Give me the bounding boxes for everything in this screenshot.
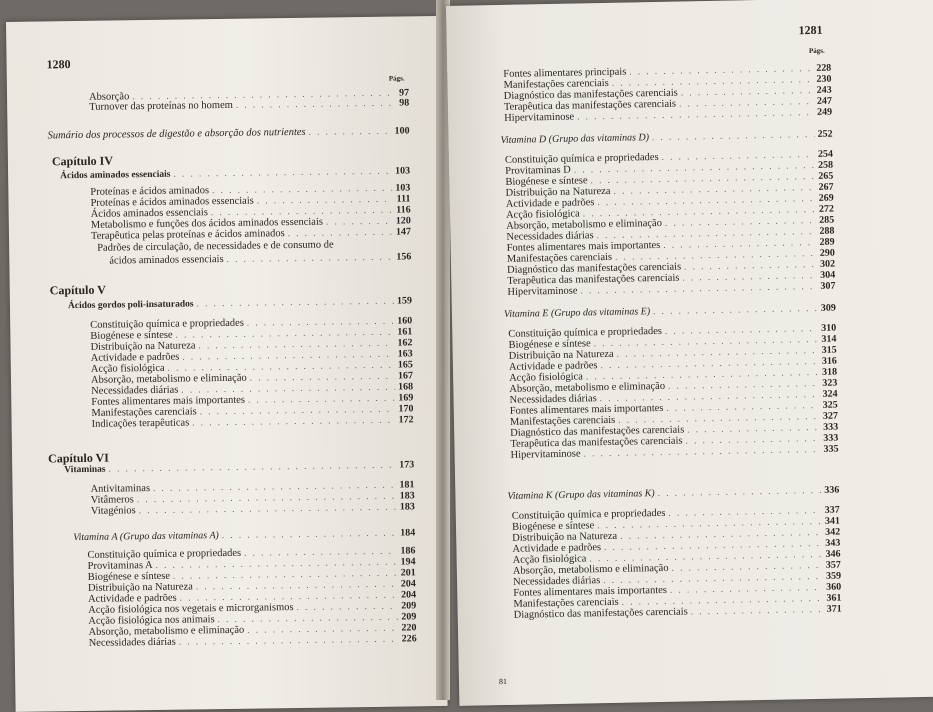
toc-entry-page-number: 209 <box>401 600 417 612</box>
leader-dots <box>652 128 815 144</box>
toc-entry-page-number: 97 <box>398 87 410 99</box>
toc-entry-page-number: 111 <box>396 193 411 205</box>
toc-entry-page-number: 167 <box>397 370 414 382</box>
toc-entry <box>73 526 415 544</box>
toc-entry-title: Sumário dos processos de digestão e absorção dos nutrientes <box>47 126 306 142</box>
toc-entry-title: Diagnóstico das manifestações carenciais <box>513 606 688 621</box>
leader-dots <box>173 165 392 181</box>
toc-entry-page-number: 309 <box>820 302 836 314</box>
toc-entry-title: Hipervitaminose <box>507 285 578 298</box>
toc-entry-title: Ácidos aminados essenciais <box>90 207 208 220</box>
toc-entry-page-number: 201 <box>400 567 416 579</box>
chapter-heading: Capítulo V <box>49 282 106 298</box>
toc-entry-title: Manifestações carenciais <box>91 406 197 419</box>
toc-entry-title: Absorção, metabolismo e eliminação <box>88 624 245 638</box>
leader-dots <box>197 295 395 311</box>
toc-entry-title: Distribuição na Natureza <box>505 185 611 199</box>
leader-dots <box>658 484 822 500</box>
toc-entry-title: Ácidos aminados essenciais <box>60 169 171 182</box>
toc-entry-page-number: 204 <box>400 578 416 590</box>
toc-entry-page-number: 194 <box>400 556 416 568</box>
leader-dots <box>222 527 398 542</box>
toc-entry-page-number: 315 <box>821 344 837 356</box>
toc-entry-page-number: 361 <box>826 592 842 604</box>
toc-entry-page-number: 346 <box>825 548 841 560</box>
toc-entry-page-number: 228 <box>816 62 832 74</box>
toc-entry-title: Biogénese e síntese <box>90 329 173 342</box>
toc-entry-page-number: 186 <box>400 545 416 557</box>
toc-entry-page-number: 314 <box>821 333 837 345</box>
toc-entry-page-number: 318 <box>821 366 838 378</box>
toc-entry-page-number: 103 <box>395 182 411 194</box>
toc-entry-title: Fontes alimentares mais importantes <box>513 584 668 599</box>
toc-entry-title: Acção fisiológica <box>505 208 580 221</box>
toc-entry-page-number: 173 <box>399 459 415 471</box>
toc-entry-page-number: 120 <box>395 215 411 227</box>
toc-entry-page-number: 343 <box>825 537 841 549</box>
toc-entry-title: Vitaminas <box>64 464 106 476</box>
toc-entry-page-number: 226 <box>401 633 417 645</box>
toc-entry <box>68 294 412 312</box>
toc-entry-page-number: 181 <box>399 479 415 491</box>
toc-entry-title: Hipervitaminose <box>504 111 575 124</box>
toc-entry-page-number: 209 <box>401 611 417 623</box>
toc-entry-title: Acção fisiológica nos vegetais e microrganismos <box>88 602 294 616</box>
toc-entry-page-number: 169 <box>398 392 414 404</box>
toc-entry-page-number: 304 <box>820 269 836 281</box>
toc-entry-title: Distribuição na Natureza <box>512 530 618 544</box>
toc-entry-page-number: 325 <box>822 399 838 411</box>
toc-entry-title: Manifestações carenciais <box>509 414 616 428</box>
toc-entry-title: Actividade e padrões <box>90 351 180 364</box>
toc-entry <box>48 124 410 142</box>
toc-entry-page-number: 285 <box>819 214 835 226</box>
toc-entry-page-number: 156 <box>396 251 412 263</box>
toc-entry-page-number: 183 <box>399 490 415 502</box>
toc-entry-title: Vitagénios <box>90 505 136 517</box>
toc-entry-title: Terapêutica das manifestações carenciais <box>503 98 677 113</box>
toc-entry-page-number: 289 <box>819 236 835 248</box>
toc-entry-title: Biogénese e síntese <box>505 175 588 188</box>
toc-entry-title: Proteínas e ácidos aminados <box>90 185 210 198</box>
toc-entry-title: Acção fisiológica <box>90 362 165 375</box>
toc-entry-page-number: 316 <box>821 355 837 367</box>
toc-entry-page-number: 337 <box>824 504 840 516</box>
toc-entry-title: Indicações terapêuticas <box>91 417 190 430</box>
leader-dots <box>691 603 824 619</box>
toc-entry-page-number: 98 <box>399 97 410 109</box>
left-book-page <box>6 16 448 712</box>
toc-entry-title: Ácidos gordos poli-insaturados <box>67 299 194 312</box>
toc-entry-title: Constituição química e propriedades <box>511 507 666 522</box>
toc-entry-title: Acção fisiológica <box>512 553 587 566</box>
toc-entry-title: Necessidades diárias <box>509 393 597 406</box>
toc-entry-page-number: 204 <box>400 589 417 601</box>
toc-entry-page-number: 360 <box>826 581 842 593</box>
toc-entry-page-number: 336 <box>824 484 840 496</box>
toc-entry-title: Distribuição na Natureza <box>508 348 614 362</box>
toc-entry-title: Biogénese e síntese <box>508 338 591 351</box>
toc-entry-page-number: 162 <box>397 337 413 349</box>
toc-entry-page-number: 272 <box>818 203 835 215</box>
toc-entry-title: Fontes alimentares mais importantes <box>509 402 664 417</box>
toc-entry-page-number: 258 <box>818 159 834 171</box>
right-page-number: 1281 <box>798 22 823 38</box>
toc-entry-title: Acção fisiológica <box>509 371 584 384</box>
toc-entry-title: Absorção, metabolismo e eliminação <box>509 380 666 395</box>
toc-entry-title: Actividade e padrões <box>505 197 595 210</box>
toc-entry-title: Diagnóstico das manifestações carenciais <box>506 261 682 276</box>
leader-dots <box>653 302 818 318</box>
toc-entry-page-number: 324 <box>822 388 838 400</box>
toc-entry-page-number: 230 <box>816 73 832 85</box>
toc-entry-title: Proteínas e ácidos aminados essenciais <box>90 195 254 209</box>
toc-entry-title: Absorção <box>88 91 130 103</box>
leader-dots <box>179 633 399 649</box>
footer-mark: 81 <box>498 676 508 687</box>
toc-entry-title: Diagnóstico das manifestações carenciais <box>510 424 685 439</box>
toc-entry-title: Actividade e padrões <box>87 592 177 605</box>
right-pags-label: Págs. <box>808 46 825 56</box>
toc-entry-title: Vitamina E (Grupo das vitaminas E) <box>503 306 651 320</box>
toc-entry-page-number: 265 <box>818 170 834 182</box>
toc-entry-page-number: 116 <box>396 204 411 216</box>
toc-entry-page-number: 288 <box>819 225 835 237</box>
toc-entry-title: Terapêutica das manifestações carenciais <box>507 272 680 287</box>
toc-entry-page-number: 252 <box>817 128 833 140</box>
toc-entry-title: Fontes alimentares principais <box>503 66 627 80</box>
toc-entry-title: Fontes alimentares mais importantes <box>506 239 661 254</box>
leader-dots <box>227 251 394 266</box>
leader-dots <box>308 125 391 139</box>
toc-entry-page-number: 183 <box>399 501 415 513</box>
toc-entry-title: Necessidades diárias <box>512 575 601 588</box>
toc-entry-title: Provitaminas A <box>87 560 153 572</box>
toc-entry-page-number: 147 <box>395 226 412 238</box>
toc-entry-page-number: 341 <box>824 515 841 527</box>
left-page-number: 1280 <box>46 57 71 72</box>
toc-entry-title: Manifestações carenciais <box>513 596 619 610</box>
toc-entry-title: Turnover das proteínas no homem <box>89 99 233 113</box>
toc-entry-title: Constituição química e propriedades <box>87 547 242 561</box>
toc-entry-title: Absorção, metabolismo e eliminação <box>512 562 669 577</box>
toc-entry-page-number: 254 <box>817 148 834 160</box>
toc-entry-page-number: 160 <box>397 315 413 327</box>
toc-entry-title: Necessidades diárias <box>506 230 594 243</box>
chapter-heading: Capítulo VI <box>48 450 109 466</box>
toc-entry-page-number: 249 <box>817 106 833 118</box>
toc-entry-page-number: 172 <box>398 414 414 426</box>
toc-entry-page-number: 168 <box>398 381 414 393</box>
toc-entry-page-number: 165 <box>397 359 413 371</box>
toc-entry <box>504 302 836 321</box>
toc-entry-page-number: 335 <box>823 443 839 455</box>
toc-entry-title: Antivitaminas <box>90 483 151 495</box>
toc-entry-page-number: 357 <box>825 559 841 571</box>
toc-entry-title: Constituição química e propriedades <box>90 317 244 331</box>
toc-entry-title: Necessidades diárias <box>88 636 176 649</box>
toc-entry-title: Manifestações carenciais <box>506 251 613 265</box>
toc-entry-page-number: 290 <box>819 247 835 259</box>
toc-entry-title: Vitamina A (Grupo das vitaminas A) <box>73 530 219 544</box>
toc-entry-page-number: 247 <box>816 95 833 107</box>
toc-entry-page-number: 100 <box>394 125 410 137</box>
toc-entry-page-number: 161 <box>397 326 413 338</box>
toc-entry <box>64 458 414 476</box>
toc-entry-page-number: 342 <box>825 526 841 538</box>
right-book-page <box>446 0 933 706</box>
toc-entry-title: Absorção, metabolismo e eliminação <box>506 217 663 232</box>
toc-entry-page-number: 269 <box>818 192 834 204</box>
toc-entry-page-number: 163 <box>397 348 413 360</box>
toc-entry-title: Provitaminas D <box>505 164 571 177</box>
toc-entry-title: Metabolismo e funções dos ácidos aminados essenciais <box>90 216 324 231</box>
toc-entry-title: Biogénese e síntese <box>87 570 171 583</box>
toc-entry-page-number: 323 <box>822 377 838 389</box>
toc-entry-page-number: 267 <box>818 181 834 193</box>
toc-entry-page-number: 310 <box>821 322 837 334</box>
toc-wrapped-line: Padrões de circulação, de necessidades e de consumo de <box>97 239 334 254</box>
leader-dots <box>236 97 396 112</box>
left-pags-label: Págs. <box>388 74 405 83</box>
toc-entry-page-number: 103 <box>395 165 411 177</box>
toc-entry-title: Manifestações carenciais <box>503 77 609 91</box>
toc-entry-page-number: 220 <box>401 622 417 634</box>
toc-entry-title: Diagnóstico das manifestações carenciais <box>503 87 678 102</box>
toc-entry-title: Terapêutica das manifestações carenciais <box>510 435 683 450</box>
toc-entry-title: Absorção, metabolismo e eliminação <box>90 372 247 386</box>
toc-entry-title: Biogénese e síntese <box>511 520 595 533</box>
toc-entry-page-number: 333 <box>823 432 839 444</box>
leader-dots <box>109 459 397 476</box>
toc-entry-title: Vitâmeros <box>90 494 134 506</box>
leader-dots <box>288 226 393 240</box>
toc-entry-title: Hipervitaminose <box>510 448 581 461</box>
leader-dots <box>192 414 396 430</box>
toc-entry-page-number: 159 <box>396 295 413 307</box>
toc-entry-title: ácidos aminados essenciais <box>109 253 224 267</box>
toc-entry-title: Acção fisiológica nos animais <box>88 614 215 627</box>
toc-entry-title: Actividade e padrões <box>512 542 602 555</box>
leader-dots <box>139 501 397 518</box>
chapter-heading: Capítulo IV <box>51 153 114 169</box>
toc-entry-title: Actividade e padrões <box>508 360 598 373</box>
toc-entry-page-number: 333 <box>823 421 839 433</box>
toc-entry <box>507 484 839 503</box>
toc-entry-title: Constituição química e propriedades <box>504 151 659 166</box>
toc-entry-page-number: 302 <box>819 258 836 270</box>
toc-entry-page-number: 359 <box>825 570 842 582</box>
toc-entry <box>109 250 411 267</box>
toc-entry-page-number: 184 <box>400 527 416 539</box>
toc-entry-title: Vitamina D (Grupo das vitaminas D) <box>500 132 650 146</box>
toc-entry-title: Constituição química e propriedades <box>508 325 663 340</box>
toc-entry-page-number: 243 <box>816 84 832 96</box>
toc-entry-title: Fontes alimentares mais importantes <box>91 394 246 408</box>
toc-entry-title: Vitamina K (Grupo das vitaminas K) <box>507 488 655 502</box>
toc-entry-page-number: 170 <box>398 403 414 415</box>
toc-entry-page-number: 327 <box>822 410 839 422</box>
toc-entry <box>500 128 832 147</box>
toc-entry-page-number: 307 <box>820 280 836 292</box>
toc-entry-page-number: 371 <box>826 603 842 615</box>
toc-entry-title: Distribuição na Natureza <box>87 581 193 594</box>
toc-entry-title: Terapêutica pelas proteínas e ácidos aminados <box>90 228 285 242</box>
toc-entry-title: Necessidades diárias <box>91 384 179 397</box>
toc-entry-title: Distribuição na Natureza <box>90 340 196 353</box>
